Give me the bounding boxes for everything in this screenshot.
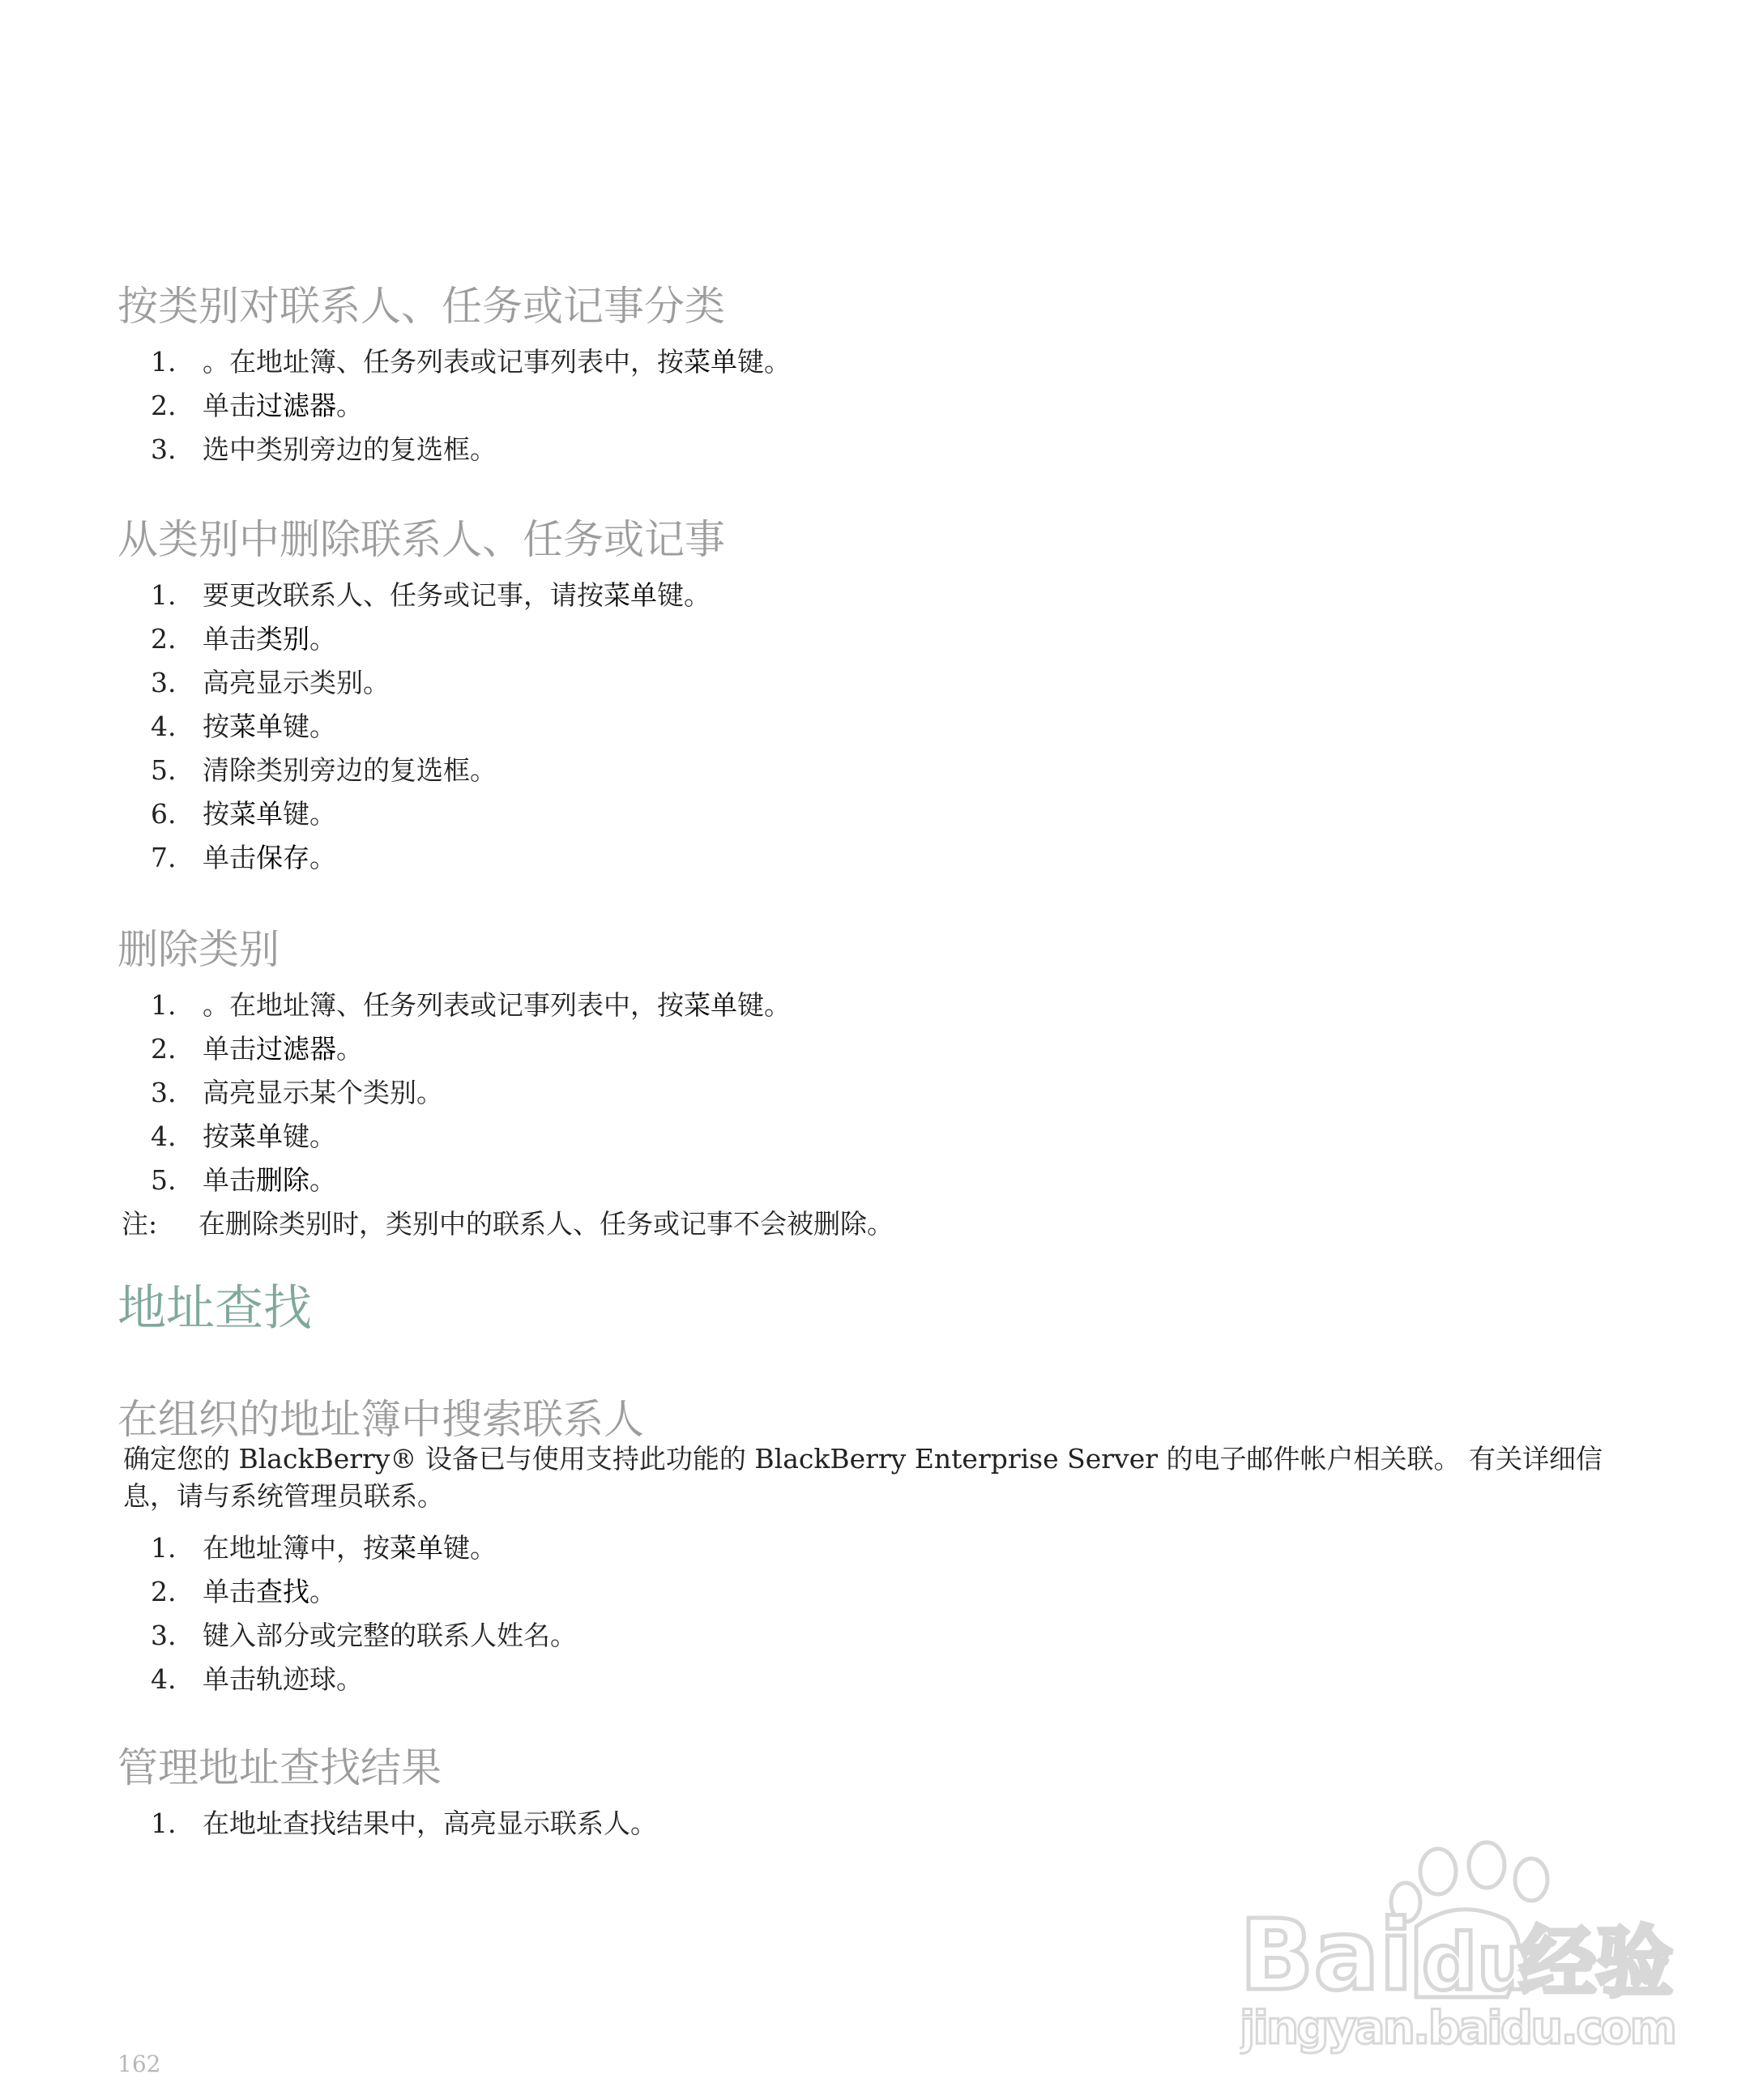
section-heading-manage: 管理地址查找结果 (117, 1744, 442, 1791)
step-number: 1. (151, 1808, 177, 1839)
step-number: 5. (151, 1164, 177, 1196)
step-number: 4. (151, 711, 177, 742)
watermark-cn-text: 经验 (1519, 1919, 1674, 2008)
step-number: 2. (151, 1576, 177, 1607)
step-text: 按菜单键。 (203, 711, 336, 742)
step-text: 高亮显示某个类别。 (203, 1077, 443, 1108)
step-number: 1. (151, 579, 177, 611)
step-text: 在地址簿中，按菜单键。 (203, 1532, 497, 1564)
step-text: 单击过滤器。 (203, 1033, 363, 1065)
step-number: 2. (151, 623, 177, 655)
step-number: 3. (151, 1620, 177, 1651)
watermark-url: jingyan.baidu.com (1240, 2002, 1677, 2055)
step-text: 。在地址簿、任务列表或记事列表中，按菜单键。 (203, 346, 791, 378)
note-text: 在删除类别时，类别中的联系人、任务或记事不会被删除。 (198, 1208, 894, 1240)
step-number: 2. (151, 390, 177, 421)
watermark-logo-text: Bai (1240, 1900, 1413, 2012)
section-heading-delete: 删除类别 (117, 926, 280, 973)
step-text: 在地址查找结果中，高亮显示联系人。 (203, 1808, 657, 1839)
chapter-title-lookup: 地址查找 (117, 1280, 312, 1337)
step-number: 3. (151, 1077, 177, 1108)
intro-paragraph: 确定您的 BlackBerry® 设备已与使用支持此功能的 BlackBerry Enterprise Server 的电子邮件帐户相关联。 有关详细信息，请与系统管理员联系。 (123, 1443, 1603, 1512)
step-text: 。在地址簿、任务列表或记事列表中，按菜单键。 (203, 989, 791, 1021)
section-heading-search: 在组织的地址簿中搜索联系人 (117, 1396, 644, 1443)
step-text: 高亮显示类别。 (203, 667, 390, 698)
step-text: 按菜单键。 (203, 798, 336, 830)
step-text: 单击类别。 (203, 623, 336, 655)
step-number: 1. (151, 1532, 177, 1564)
step-text: 要更改联系人、任务或记事，请按菜单键。 (203, 579, 711, 611)
step-text: 按菜单键。 (203, 1120, 336, 1152)
step-number: 2. (151, 1033, 177, 1065)
step-text: 清除类别旁边的复选框。 (203, 754, 497, 786)
note-label: 注: (122, 1208, 158, 1240)
step-text: 单击删除。 (203, 1164, 336, 1196)
watermark-du-badge (1416, 1910, 1532, 2008)
step-number: 3. (151, 433, 177, 465)
step-text: 选中类别旁边的复选框。 (203, 433, 497, 465)
step-text: 键入部分或完整的联系人姓名。 (203, 1620, 577, 1651)
step-text: 单击过滤器。 (203, 390, 363, 421)
step-number: 3. (151, 667, 177, 698)
step-number: 1. (151, 989, 177, 1021)
step-text: 单击保存。 (203, 842, 336, 873)
step-text: 单击轨迹球。 (203, 1663, 363, 1695)
baidu-jingyan-watermark (1240, 1839, 1693, 2058)
page-number: 162 (117, 2051, 161, 2077)
step-number: 5. (151, 754, 177, 786)
step-number: 1. (151, 346, 177, 378)
step-number: 6. (151, 798, 177, 830)
step-text: 单击查找。 (203, 1576, 336, 1607)
step-number: 7. (151, 842, 177, 873)
step-number: 4. (151, 1120, 177, 1152)
section-heading-remove: 从类别中删除联系人、任务或记事 (117, 516, 725, 563)
section-heading-sort: 按类别对联系人、任务或记事分类 (117, 283, 725, 330)
svg-text:du: du (1422, 1919, 1532, 2008)
step-number: 4. (151, 1663, 177, 1695)
